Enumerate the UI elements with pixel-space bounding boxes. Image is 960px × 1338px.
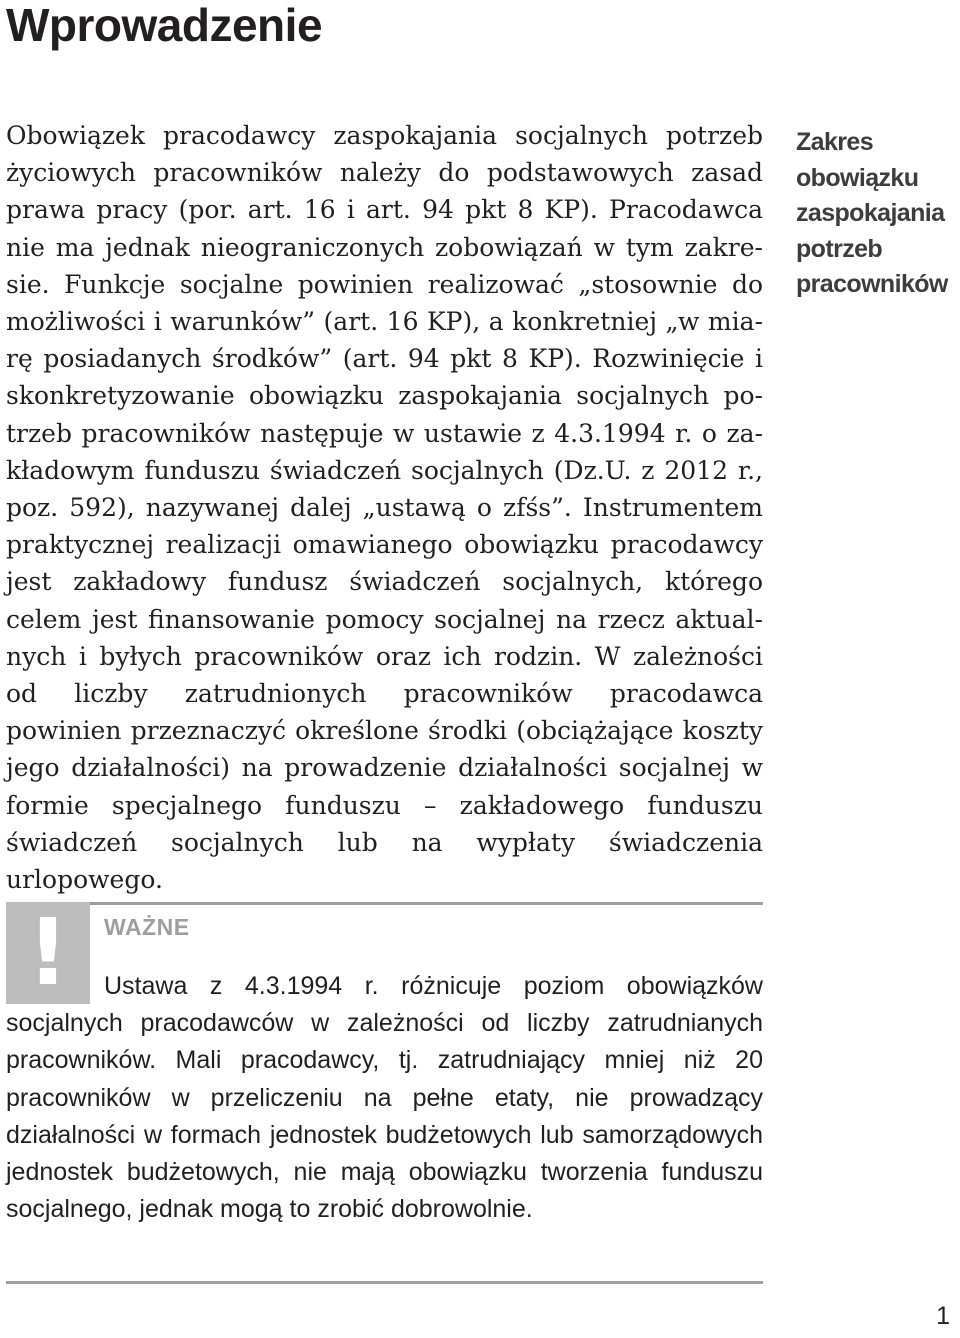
exclamation-glyph: ! bbox=[27, 899, 69, 1006]
important-box-text: Ustawa z 4.3.1994 r. różnicuje poziom obowiązków socjalnych pracodawców w zależności od liczby zatrudnianych pracowników. Mali pracodawcy, tj. zatrudniający mniej niż 20 pracowników w przeliczeniu na pełne etaty, nie prowadzący działalności w formach jednostek budżetowych lub samorządowych jednostek budżetowych, nie mają obowiązku tworzenia funduszu socjalnego, jednak mogą to zrobić dobrowolnie. bbox=[6, 972, 763, 1224]
margin-note-line: pracowników bbox=[796, 270, 948, 298]
main-paragraph: Obowiązek pracodawcy zaspokajania socjalnych potrzeb życiowych pracowników należy do podstawowych zasad prawa pracy (por. art. 16 i art. 94 pkt 8 KP). Pracodawca nie ma jednak nieograniczonych zobowiązań w tym zakresie. Funkcje socjalne powinien realizować „stosownie do możliwości i warunków” (art. 16 KP), a konkretniej „w miarę posiadanych środków” (art. 94 pkt 8 KP). Rozwinięcie i skonkretyzowanie obowiązku zaspokajania socjalnych potrzeb pracowników następuje w ustawie z 4.3.1994 r. o zakładowym funduszu świadczeń socjalnych (Dz.U. z 2012 r., poz. 592), nazywanej dalej „ustawą o zfśs”. Instrumentem praktycznej realizacji omawianego obowiązku pracodawcy jest zakładowy fundusz świadczeń socjalnych, którego celem jest finansowanie pomocy socjalnej na rzecz aktualnych i byłych pracowników oraz ich rodzin. W zależności od liczby zatrudnionych pracowników pracodawca powinien przeznaczyć określone środki (obciążające koszty jego działalności) na prowadzenie działalności socjalnej w formie specjalnego funduszu – zakładowego funduszu świadczeń socjalnych lub na wypłaty świadczenia urlopowego. bbox=[6, 121, 763, 895]
page-title: Wprowadzenie bbox=[6, 0, 323, 51]
important-label: WAŻNE bbox=[104, 914, 190, 940]
important-box-bottom-rule bbox=[6, 1281, 763, 1284]
margin-note bbox=[796, 125, 956, 303]
page-number: 1 bbox=[936, 1302, 950, 1330]
margin-note-line: obowiązku bbox=[796, 163, 919, 192]
important-box-top-rule bbox=[6, 902, 763, 905]
margin-note-line: Zakres bbox=[796, 128, 874, 156]
margin-note-line: potrzeb bbox=[796, 234, 883, 263]
margin-note-line: zaspokajania bbox=[796, 199, 945, 227]
